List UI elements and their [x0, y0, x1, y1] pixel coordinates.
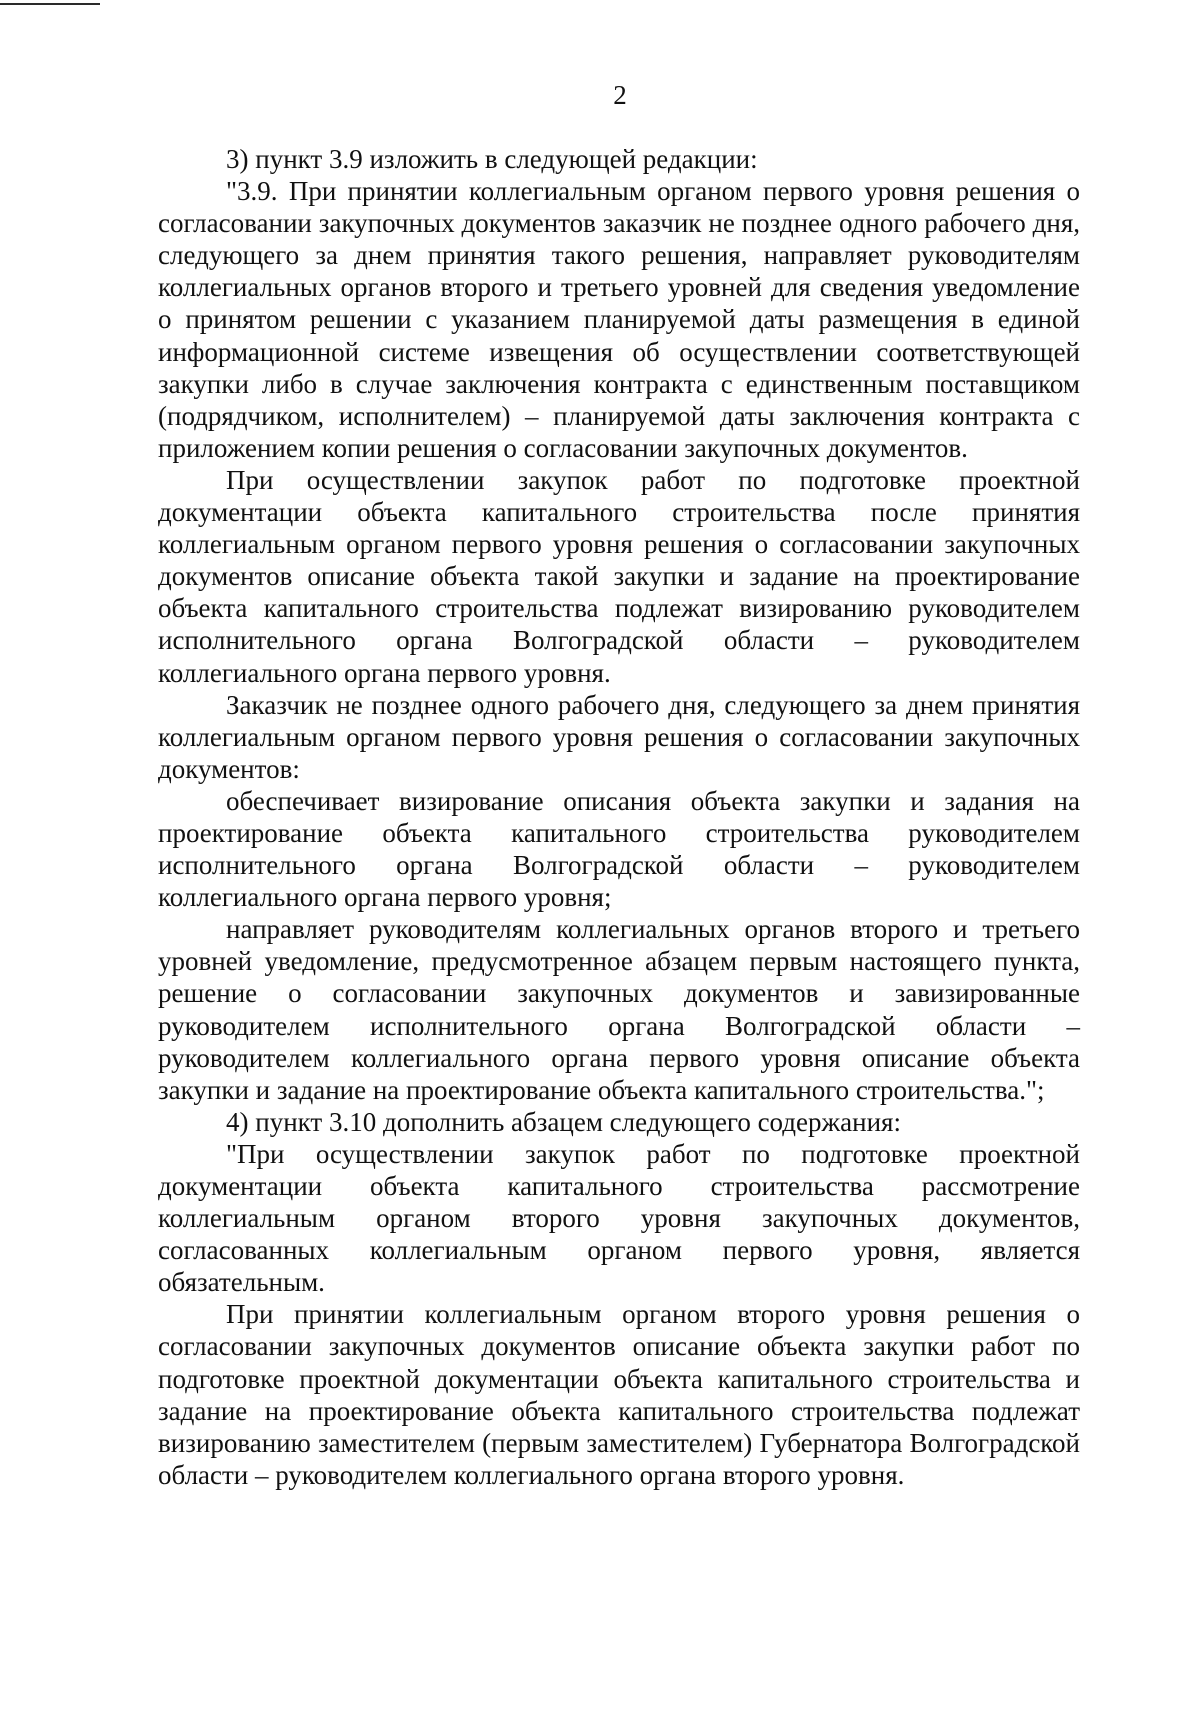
paragraph-3-9-ensures-visa: обеспечивает визирование описания объекта закупки и задания на проектирование объекта капитального строительства руководителем исполнительного органа Волгоградской области – руководителем коллегиального органа первого уровня; [158, 785, 1080, 913]
paragraph-3-9-customer: Заказчик не позднее одного рабочего дня, следующего за днем принятия коллегиальным органом первого уровня решения о согласовании закупочных документов: [158, 689, 1080, 784]
paragraph-item-4-heading: 4) пункт 3.10 дополнить абзацем следующего содержания: [226, 1106, 901, 1137]
paragraph-3-9-sends-notice: направляет руководителям коллегиальных органов второго и третьего уровней уведомление, предусмотренное абзацем первым настоящего пункта, решение о согласовании закупочных документов и завизированные руководителем исполнительного органа Волгоградской области – руководителем коллегиального органа первого уровня описание объекта закупки и задание на проектирование объекта капитального строительства."; [158, 914, 1080, 1105]
paragraph-3-9-design-docs: При осуществлении закупок работ по подготовке проектной документации объекта капитального строительства после принятия коллегиальным органом первого уровня решения о согласовании закупочных документов описание объекта такой закупки и задание на проектирование объекта капитального строительства подлежат визированию руководителем исполнительного органа Волгоградской области – руководителем коллегиального органа первого уровня. [158, 464, 1080, 688]
paragraph-3-10-visa: При принятии коллегиальным органом второго уровня решения о согласовании закупочных документов описание объекта закупки работ по подготовке проектной документации объекта капитального строительства и задание на проектирование объекта капитального строительства подлежат визированию заместителем (первым заместителем) Губернатора Волгоградской области – руководителем коллегиального органа второго уровня. [158, 1299, 1080, 1490]
paragraph-3-10-review: "При осуществлении закупок работ по подготовке проектной документации объекта капитального строительства рассмотрение коллегиальным органом второго уровня закупочных документов, согласованных коллегиальным органом первого уровня, является обязательным. [158, 1138, 1080, 1298]
document-body [158, 143, 1080, 1491]
scan-edge-line [0, 3, 100, 5]
paragraph-3-9-first: "3.9. При принятии коллегиальным органом первого уровня решения о согласовании закупочных документов заказчик не позднее одного рабочего дня, следующего за днем принятия такого решения, направляет руководителям коллегиальных органов второго и третьего уровней для сведения уведомление о принятом решении с указанием планируемой даты размещения в единой информационной системе извещения об осуществлении соответствующей закупки либо в случае заключения контракта с единственным поставщиком (подрядчиком, исполнителем) – планируемой даты заключения контракта с приложением копии решения о согласовании закупочных документов. [158, 176, 1080, 463]
paragraph-item-3-heading: 3) пункт 3.9 изложить в следующей редакции: [226, 144, 758, 174]
page-number: 2 [613, 80, 627, 110]
